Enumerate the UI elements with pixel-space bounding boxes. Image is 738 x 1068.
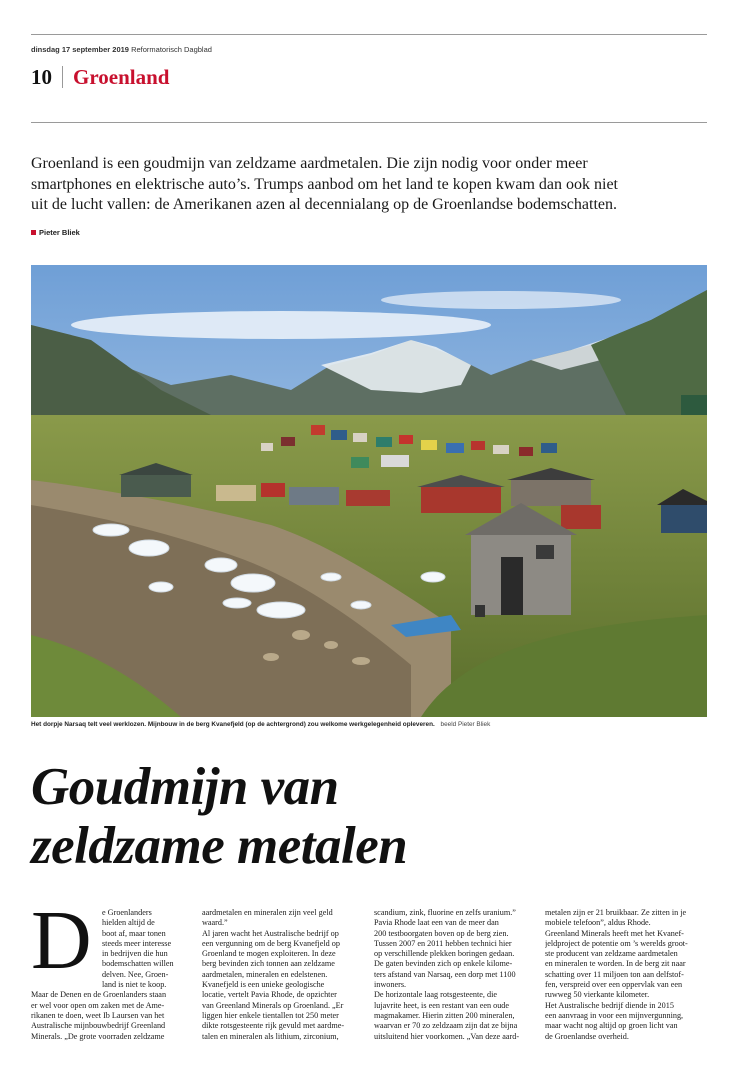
body-line: ste producent van zeldzame aardmetalen bbox=[545, 949, 678, 959]
body-line: schatting over 11 miljoen ton aan delfstof- bbox=[545, 969, 684, 979]
body-line: de Groenlandse overheid. bbox=[545, 1031, 629, 1041]
body-line: jeldproject de potentie om ’s werelds groot- bbox=[545, 938, 688, 948]
body-line: en mineralen te worden. In de berg zit naar bbox=[545, 959, 686, 969]
body-line: ters afstand van Narsaq, een dorp met 1100 bbox=[374, 969, 516, 979]
body-line: Greenland Minerals heeft met het Kvanef- bbox=[545, 928, 684, 938]
byline-marker bbox=[31, 230, 36, 235]
body-line: De gaten bevinden zich op enkele kilome- bbox=[374, 959, 513, 969]
body-line: e Groenlanders bbox=[102, 908, 152, 917]
article-column-3 bbox=[374, 908, 539, 1042]
body-line: ruwweg 50 vierkante kilometer. bbox=[545, 990, 650, 1000]
headline-line: zeldzame metalen bbox=[31, 817, 408, 875]
body-line: 200 testboorgaten boven op de berg zien. bbox=[374, 928, 509, 938]
intro-paragraph bbox=[31, 154, 711, 216]
top-rule bbox=[31, 34, 707, 35]
body-line: Het Australische bedrijf diende in 2015 bbox=[545, 1000, 674, 1010]
author-name: Pieter Bliek bbox=[39, 228, 80, 237]
body-line: fen, verspreid over een oppervlak van een bbox=[545, 980, 683, 990]
body-line: steeds meer interesse bbox=[102, 938, 172, 948]
article-column-2 bbox=[202, 908, 367, 1042]
body-line: Tussen 2007 en 2011 hebben technici hier bbox=[374, 938, 512, 948]
body-line: hielden altijd de bbox=[102, 918, 155, 928]
photo-narsaq bbox=[31, 265, 707, 717]
body-line: Pavia Rhode laat een van de meer dan bbox=[374, 918, 499, 928]
intro-line: Groenland is een goudmijn van zeldzame aardmetalen. Die zijn nodig voor onder meer bbox=[31, 155, 588, 172]
body-line: magmakamer. Hierin zitten 200 mineralen, bbox=[374, 1010, 515, 1020]
body-line: waard.” bbox=[202, 918, 228, 928]
newspaper-name: Reformatorisch Dagblad bbox=[131, 45, 212, 54]
body-line: delven. Nee, Groen- bbox=[102, 969, 169, 979]
body-line: in bedrijven die hun bbox=[102, 949, 168, 959]
body-line: aardmetalen en mineralen zijn veel geld bbox=[202, 908, 333, 917]
drop-cap: D bbox=[31, 894, 92, 987]
body-line: scandium, zink, fluorine en zelfs uranium.” bbox=[374, 908, 516, 917]
photo-credit: beeld Pieter Bliek bbox=[440, 721, 491, 728]
body-line: locatie, vertelt Pavia Rhode, de opzichter bbox=[202, 990, 337, 1000]
body-line: Al jaren wacht het Australische bedrijf op bbox=[202, 928, 339, 938]
body-line: een aanvraag in voor een mijnvergunning, bbox=[545, 1010, 684, 1020]
article-column-4 bbox=[545, 908, 710, 1042]
body-line: boot af, maar tonen bbox=[102, 928, 166, 938]
intro-line: uit de lucht vallen: de Amerikanen azen al decennialang op de Groenlandse bodemschatten. bbox=[31, 196, 617, 213]
body-line: mobiele telefoon”, aldus Rhode. bbox=[545, 918, 651, 928]
body-line: dikte rotsgesteente rijk gevuld met aardme- bbox=[202, 1021, 345, 1031]
landscape-photo bbox=[31, 265, 707, 717]
photo-caption bbox=[31, 721, 490, 728]
body-line: liggen hier enkele tientallen tot 250 meter bbox=[202, 1010, 339, 1020]
body-line: waarvan er 70 zo zeldzaam zijn dat ze bijna bbox=[374, 1021, 518, 1031]
body-line: er wel voor open om zaken met de Ame- bbox=[31, 1000, 165, 1010]
body-line: uitsluitend hier voorkomen. „Van deze aard- bbox=[374, 1031, 520, 1041]
body-line: van Greenland Minerals op Groenland. „Er bbox=[202, 1000, 344, 1010]
body-line: De horizontale laag rotsgesteente, die bbox=[374, 990, 497, 1000]
body-line: op verschillende plekken boringen gedaan. bbox=[374, 949, 515, 959]
article-column-1 bbox=[31, 908, 196, 1042]
page-header bbox=[31, 62, 169, 92]
body-line: Australische mijnbouwbedrijf Greenland bbox=[31, 1021, 166, 1031]
body-line: Groenland te mogen exploiteren. In deze bbox=[202, 949, 336, 959]
body-line: metalen zijn er 21 bruikbaar. Ze zitten in je bbox=[545, 908, 687, 917]
body-line: berg bevinden zich tonnen aan zeldzame bbox=[202, 959, 335, 969]
page-number: 10 bbox=[31, 64, 52, 89]
article-headline bbox=[31, 758, 407, 876]
byline bbox=[31, 228, 80, 237]
body-line: talen en mineralen als lithium, zirconium, bbox=[202, 1031, 339, 1041]
body-line: Maar de Denen en de Groenlanders staan bbox=[31, 990, 167, 1000]
caption-text: Het dorpje Narsaq telt veel werklozen. Mijnbouw in de berg Kvanefjeld (op de achtergrond) zou welkome werkgelegenheid opleveren. bbox=[31, 721, 435, 728]
body-line: Minerals. „De grote voorraden zeldzame bbox=[31, 1031, 165, 1041]
section-title: Groenland bbox=[73, 64, 170, 89]
header-separator bbox=[62, 66, 63, 88]
body-line: maar wacht nog altijd op groen licht van bbox=[545, 1021, 678, 1031]
body-line: lujavrite heet, is een restant van een oude bbox=[374, 1000, 510, 1010]
header-rule bbox=[31, 122, 707, 123]
body-line: land is niet te koop. bbox=[102, 980, 167, 990]
intro-line: smartphones en elektrische auto’s. Trumps aanbod om het land te kopen kwam dan ook niet bbox=[31, 175, 618, 193]
body-line: Kvanefjeld is een unieke geologische bbox=[202, 980, 325, 990]
body-line: aardmetalen, mineralen en edelstenen. bbox=[202, 969, 328, 979]
issue-date: dinsdag 17 september 2019 bbox=[31, 45, 129, 54]
dateline bbox=[31, 45, 212, 54]
body-line: bodemschatten willen bbox=[102, 959, 174, 969]
body-line: inwoners. bbox=[374, 980, 407, 990]
body-line: een vergunning om de berg Kvanefjeld op bbox=[202, 938, 340, 948]
headline-line: Goudmijn van bbox=[31, 758, 339, 816]
body-line: rikanen te doen, weet Ib Laursen van het bbox=[31, 1010, 165, 1020]
